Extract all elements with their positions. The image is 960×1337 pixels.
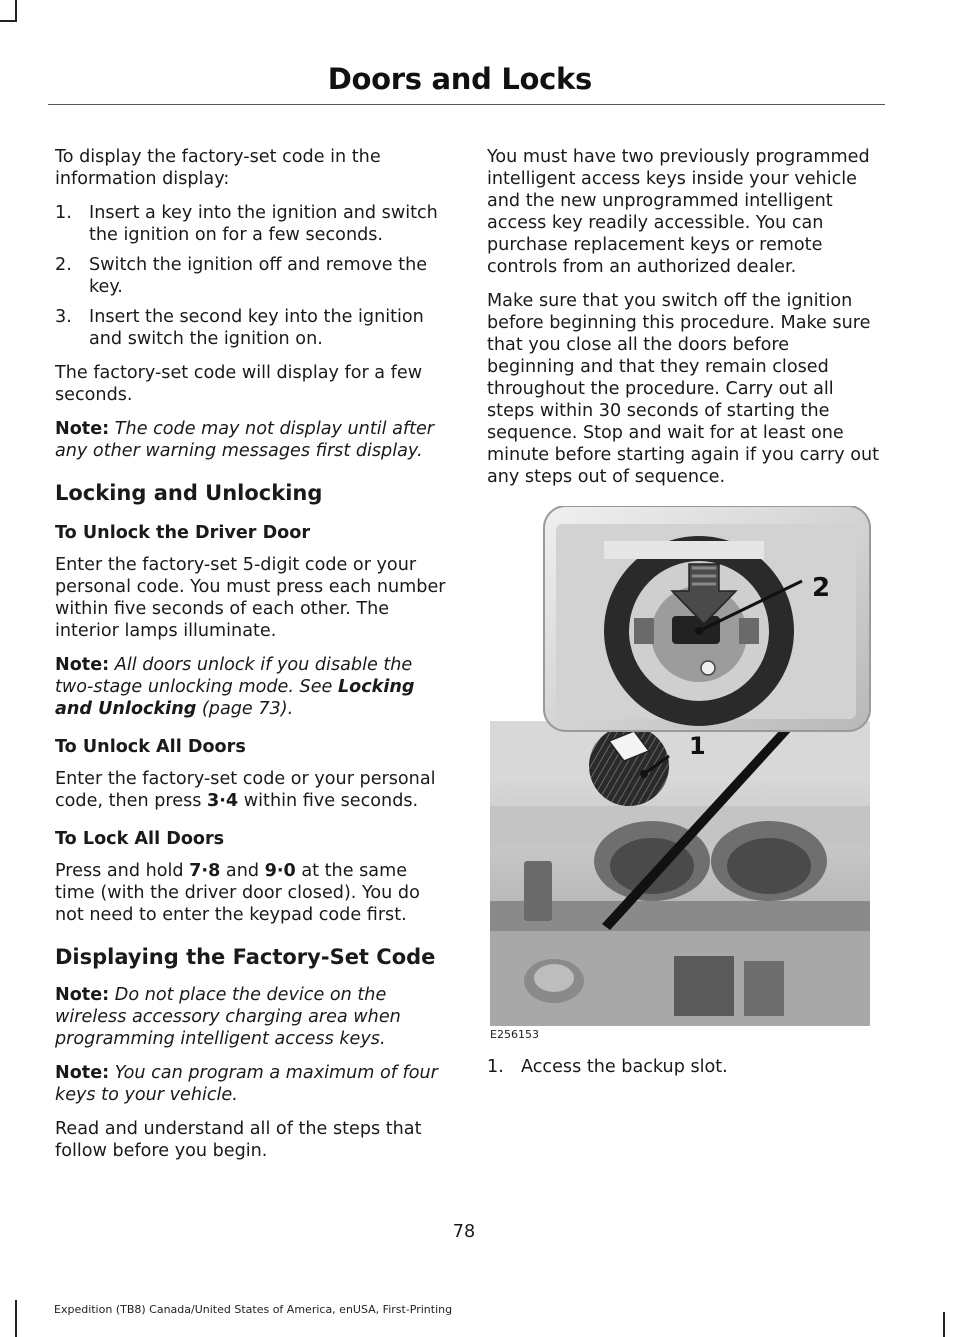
note: Note: The code may not display until after any other warning messages first display.: [55, 419, 435, 461]
left-column: [55, 146, 450, 1174]
crop-mark: [15, 0, 17, 22]
body-paragraph: You must have two previously programmed intelligent access keys inside your vehicle and the new unprogrammed intelligent access key readily accessible. You can purchase replacement keys or remote controls from an authorized dealer.: [487, 147, 870, 277]
keypad-code: 3·4: [207, 791, 239, 811]
section-heading-locking: Locking and Unlocking: [55, 481, 323, 505]
note: Note: Do not place the device on the wireless accessory charging area when programming intelligent access keys.: [55, 985, 401, 1049]
crop-mark: [943, 1312, 945, 1337]
callout-1: 1: [689, 732, 706, 760]
body-paragraph: Press and hold 7·8 and 9·0 at the same time (with the driver door closed). You do not need to enter the keypad code first.: [55, 861, 420, 925]
list-item: 2. Switch the ignition off and remove the key.: [55, 255, 428, 297]
backup-slot-illustration: [484, 506, 876, 1046]
note: Note: You can program a maximum of four keys to your vehicle.: [55, 1063, 438, 1105]
body-paragraph: Make sure that you switch off the ignition before beginning this procedure. Make sure that you close all the doors before beginning and that they remain closed throughout the procedure. Carry out all steps within 30 seconds of starting the sequence. Stop and wait for at least one minute before starting again if you carry out any steps out of sequence.: [487, 291, 880, 487]
list-item: 3. Insert the second key into the ignition and switch the ignition on.: [55, 307, 424, 349]
page-number: 78: [452, 1222, 476, 1242]
body-paragraph: The factory-set code will display for a few seconds.: [55, 363, 423, 405]
cross-reference-link[interactable]: Locking and Unlocking: [55, 677, 415, 719]
body-paragraph: Enter the factory-set code or your personal code, then press 3·4 within five seconds.: [55, 769, 436, 811]
crop-mark: [0, 20, 17, 22]
right-column: [487, 146, 882, 1090]
illustration-graphic: [484, 506, 876, 1036]
subheading-unlock-driver: To Unlock the Driver Door: [55, 523, 311, 543]
section-heading-display-code: Displaying the Factory-Set Code: [55, 945, 436, 969]
keypad-code: 7·8: [189, 861, 221, 881]
crop-mark: [15, 1300, 17, 1337]
subheading-lock-all: To Lock All Doors: [55, 829, 225, 849]
page-title: Doors and Locks: [327, 62, 592, 96]
keypad-code: 9·0: [264, 861, 296, 881]
steps-list: [55, 202, 450, 350]
body-paragraph: Read and understand all of the steps that follow before you begin.: [55, 1119, 422, 1161]
list-item: 1. Insert a key into the ignition and switch the ignition on for a few seconds.: [55, 203, 438, 245]
header-divider: [48, 104, 885, 105]
body-paragraph: Enter the factory-set 5-digit code or your personal code. You must press each number within five seconds of each other. The interior lamps illuminate.: [55, 555, 446, 641]
subheading-unlock-all: To Unlock All Doors: [55, 737, 246, 757]
list-item: 1. Access the backup slot.: [487, 1057, 728, 1077]
note: Note: All doors unlock if you disable the two-stage unlocking mode. See Locking and Unlocking (page 73).: [55, 655, 415, 719]
steps-list: [487, 1056, 882, 1078]
callout-2: 2: [812, 573, 831, 603]
document-footer: Expedition (TB8) Canada/United States of America, enUSA, First-Printing: [54, 1303, 453, 1316]
intro-paragraph: To display the factory-set code in the information display:: [55, 147, 381, 189]
figure-code: E256153: [490, 1028, 539, 1041]
